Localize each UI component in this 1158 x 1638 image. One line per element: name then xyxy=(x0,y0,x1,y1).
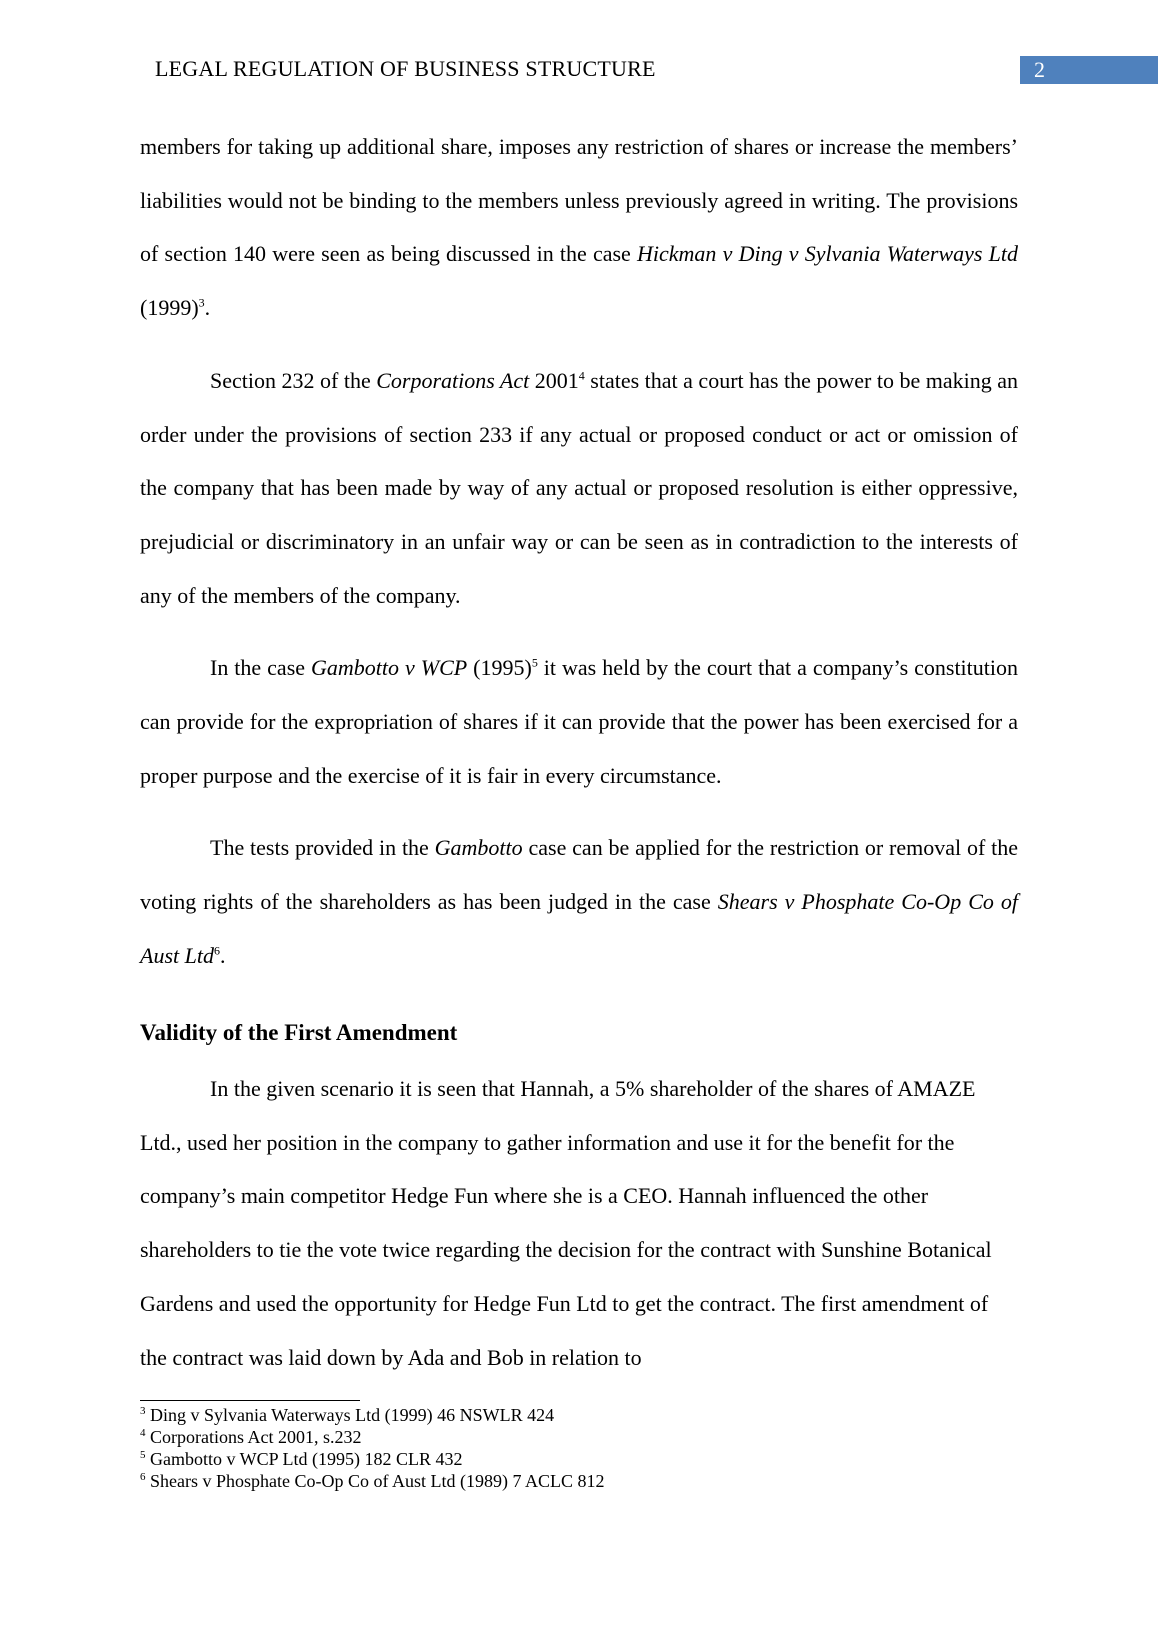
footnote-text: Corporations Act 2001, s.232 xyxy=(150,1427,362,1447)
case-citation: Hickman v Ding v Sylvania Waterways Ltd xyxy=(637,241,1018,267)
footnote xyxy=(140,1426,605,1448)
text-span: . xyxy=(204,295,211,321)
text-span: (1995) xyxy=(467,655,532,681)
paragraph-scenario: In the given scenario it is seen that Hannah, a 5% shareholder of the shares of AMAZE Ltd., used her position in the company to gather information and use it for the benefit for the company’s main competitor Hedge Fun where she is a CEO. Hannah influenced the other shareholders to tie the vote twice regarding the decision for the contract with Sunshine Botanical Gardens and used the opportunity for Hedge Fun Ltd to get the contract. The first amendment of the contract was laid down by Ada and Bob in relation to xyxy=(140,1076,992,1370)
footnote xyxy=(140,1470,605,1492)
case-citation: Gambotto v WCP xyxy=(311,655,468,681)
footnote-text: Ding v Sylvania Waterways Ltd (1999) 46 NSWLR 424 xyxy=(150,1405,555,1425)
paragraph-continuation xyxy=(140,120,1018,335)
footnote-ref: 3 xyxy=(198,295,205,310)
footnote-number: 4 xyxy=(140,1427,146,1439)
text-span: (1999) xyxy=(140,295,199,321)
case-citation: Shears v Phosphate Co-Op Co of Aust Ltd xyxy=(140,889,1019,968)
text-span: 2001 xyxy=(529,367,579,393)
footnote xyxy=(140,1448,605,1470)
footnote-number: 6 xyxy=(140,1471,146,1483)
text-span: members for taking up additional share, imposes any restriction of shares or increase the members’ liabilities would not be binding to the members unless previously agreed in writing. The provisions of section 140 were seen as being discussed in the case xyxy=(140,134,1018,267)
page-number-badge: 2 xyxy=(1020,56,1158,84)
paragraph-section-232 xyxy=(140,354,1018,623)
body-text-block-2 xyxy=(140,1062,1018,1384)
footnote-separator xyxy=(140,1400,360,1401)
footnote xyxy=(140,1404,605,1426)
footnotes xyxy=(140,1404,605,1492)
paragraph-tests xyxy=(140,821,1018,982)
text-span: Section 232 of the xyxy=(210,367,377,393)
body-text-block-1 xyxy=(140,120,1018,983)
text-span: case can be applied for the restriction or removal of the voting rights of the shareholders as has been judged in the case xyxy=(140,835,1018,915)
footnote-ref: 4 xyxy=(578,368,585,383)
footnote-ref: 5 xyxy=(531,656,538,670)
footnote-number: 3 xyxy=(140,1405,146,1417)
text-span: states that a court has the power to be making an order under the provisions of section 233 if any actual or proposed conduct or act or omission of the company that has been made by way of any actual or proposed resolution is either oppressive, prejudicial or discriminatory in an unfair way or can be seen as in contradiction to the interests of any of the members of the company. xyxy=(140,367,1018,608)
text-span: The tests provided in the xyxy=(210,835,435,861)
act-citation: Corporations Act xyxy=(376,367,530,393)
paragraph-gambotto xyxy=(140,641,1018,802)
footnote-text: Gambotto v WCP Ltd (1995) 182 CLR 432 xyxy=(150,1449,463,1469)
footnote-text: Shears v Phosphate Co-Op Co of Aust Ltd (1989) 7 ACLC 812 xyxy=(150,1471,605,1491)
footnote-number: 5 xyxy=(140,1449,146,1461)
running-header-title: LEGAL REGULATION OF BUSINESS STRUCTURE xyxy=(155,56,656,81)
footnote-ref: 6 xyxy=(213,943,220,958)
section-heading: Validity of the First Amendment xyxy=(140,1020,458,1045)
text-span: it was held by the court that a company’s constitution can provide for the expropriation of shares if it can provide that the power has been exercised for a proper purpose and the exercise of it is fair in every circumstance. xyxy=(140,655,1019,788)
text-span: In the case xyxy=(210,655,312,681)
case-citation: Gambotto xyxy=(434,835,523,861)
text-span: . xyxy=(219,942,226,968)
